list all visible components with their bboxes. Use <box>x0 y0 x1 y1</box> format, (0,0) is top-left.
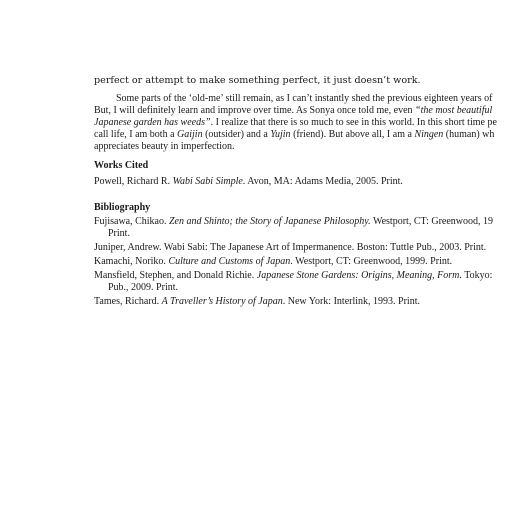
entry-title: Japanese Stone Gardens: Origins, Meaning, Form <box>256 270 460 281</box>
paragraph-line: Some parts of the ‘old-me’ still remain, as I can’t instantly shed the previous eighteen years of <box>116 93 493 104</box>
paragraph-line <box>94 117 512 129</box>
entry-text: Westport, CT: Greenwood, 19 <box>370 216 494 227</box>
document-page <box>94 75 512 310</box>
entry-text: . New York: Interlink, 1993. Print. <box>282 296 420 307</box>
bibliography-entry <box>94 296 512 308</box>
works-cited-heading: Works Cited <box>94 160 149 171</box>
works-cited-entry <box>94 176 512 188</box>
entry-text: Juniper, Andrew. Wabi Sabi: The Japanese Art of Impermanence. Boston: Tuttle Pub., 2003. Print. <box>94 242 487 253</box>
entry-line <box>94 216 512 228</box>
quote-text: “the most beautiful <box>415 105 493 116</box>
opening-line: perfect or attempt to make something perfect, it just doesn’t work. <box>94 75 421 86</box>
entry-title: Zen and Shinto; the Story of Japanese Philosophy. <box>169 216 371 227</box>
entry-text: . Tokyo: <box>459 270 493 281</box>
term-yujin: Yujin <box>270 129 291 140</box>
term-ningen: Ningen <box>414 129 444 140</box>
paragraph-text: (human) wh <box>443 129 495 140</box>
entry-text: Fujisawa, Chikao. <box>94 216 169 227</box>
entry-line <box>94 270 512 282</box>
paragraph-line: appreciates beauty in imperfection. <box>94 141 235 152</box>
entry-continuation: Pub., 2009. Print. <box>108 282 179 293</box>
entry-continuation: Print. <box>108 228 130 239</box>
entry-text: Kamachi, Noriko. <box>94 256 169 267</box>
entry-text: . Westport, CT: Greenwood, 1999. Print. <box>290 256 453 267</box>
bibliography-entry <box>94 216 512 240</box>
bibliography-entry <box>94 256 512 268</box>
body-paragraph <box>94 93 512 153</box>
bibliography-entry <box>94 270 512 294</box>
paragraph-text: call life, I am both a <box>94 129 178 140</box>
entry-text: Tames, Richard. <box>94 296 162 307</box>
paragraph-text: (outsider) and a <box>202 129 271 140</box>
quote-text: Japanese garden has weeds” <box>94 117 211 128</box>
entry-title: Culture and Customs of Japan <box>168 256 291 267</box>
entry-text: Mansfield, Stephen, and Donald Richie. <box>94 270 257 281</box>
paragraph-text: But, I will definitely learn and improve over time. As Sonya once told me, even <box>94 105 416 116</box>
paragraph-line <box>94 129 512 141</box>
paragraph-text: (friend). But above all, I am a <box>290 129 415 140</box>
bibliography-entry <box>94 242 512 254</box>
entry-text: . Avon, MA: Adams Media, 2005. Print. <box>242 176 403 187</box>
entry-title: A Traveller’s History of Japan <box>161 296 283 307</box>
entry-title: Wabi Sabi Simple <box>172 176 243 187</box>
bibliography-heading: Bibliography <box>94 202 151 213</box>
entry-text: Powell, Richard R. <box>94 176 173 187</box>
term-gaijin: Gaijin <box>177 129 203 140</box>
paragraph-line <box>94 105 512 117</box>
paragraph-text: . I realize that there is so much to see in this world. In this short time pe <box>210 117 497 128</box>
